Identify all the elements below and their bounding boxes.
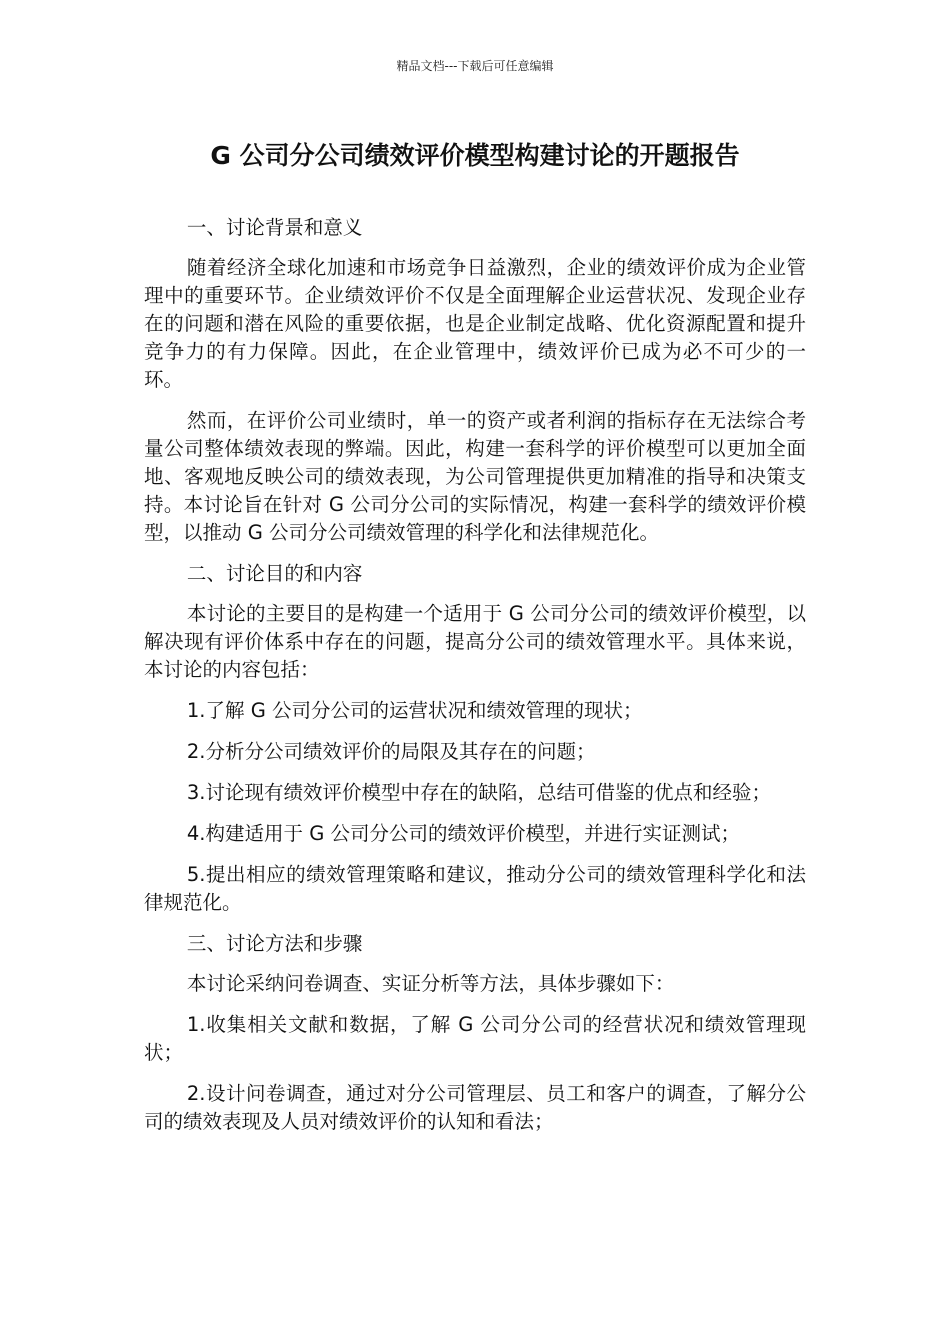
list-item-step-2: 2.设计问卷调查，通过对分公司管理层、员工和客户的调查，了解分公司的绩效表现及人员对绩效评价的认知和看法； [144, 1082, 806, 1133]
section-heading-background: 一、讨论背景和意义 [186, 216, 363, 239]
list-item-objective-1: 1.了解 G 公司分公司的运营状况和绩效管理的现状； [186, 699, 643, 722]
document-body [144, 214, 806, 1149]
list-item-step-1: 1.收集相关文献和数据，了解 G 公司分公司的经营状况和绩效管理现状； [144, 1013, 806, 1064]
list-item-objective-4: 4.构建适用于 G 公司分公司的绩效评价模型，并进行实证测试； [186, 822, 741, 845]
list-item-objective-5: 5.提出相应的绩效管理策略和建议，推动分公司的绩效管理科学化和法律规范化。 [144, 863, 806, 914]
document-title: G 公司分公司绩效评价模型构建讨论的开题报告 [210, 141, 740, 170]
section-heading-methods: 三、讨论方法和步骤 [186, 932, 363, 955]
paragraph-background-1: 随着经济全球化加速和市场竞争日益激烈，企业的绩效评价成为企业管理中的重要环节。企业绩效评价不仅是全面理解企业运营状况、发现企业存在的问题和潜在风险的重要依据，也是企业制定战略、优化资源配置和提升竞争力的有力保障。因此，在企业管理中，绩效评价已成为必不可少的一环。 [144, 256, 806, 391]
page-header: 精品文档---下载后可任意编辑 [396, 59, 554, 73]
section-heading-objectives: 二、讨论目的和内容 [186, 562, 363, 585]
paragraph-objectives-intro: 本讨论的主要目的是构建一个适用于 G 公司分公司的绩效评价模型，以解决现有评价体系中存在的问题，提高分公司的绩效管理水平。具体来说，本讨论的内容包括： [144, 602, 806, 681]
list-item-objective-2: 2.分析分公司绩效评价的局限及其存在的问题； [186, 740, 596, 763]
paragraph-methods-intro: 本讨论采纳问卷调查、实证分析等方法，具体步骤如下： [186, 972, 675, 995]
list-item-objective-3: 3.讨论现有绩效评价模型中存在的缺陷，总结可借鉴的优点和经验； [186, 781, 771, 804]
paragraph-background-2: 然而，在评价公司业绩时，单一的资产或者利润的指标存在无法综合考量公司整体绩效表现的弊端。因此，构建一套科学的评价模型可以更加全面地、客观地反映公司的绩效表现，为公司管理提供更加精准的指导和决策支持。本讨论旨在针对 G 公司分公司的实际情况，构建一套科学的绩效评价模型，以推动 G 公司分公司绩效管理的科学化和法律规范化。 [144, 409, 806, 544]
